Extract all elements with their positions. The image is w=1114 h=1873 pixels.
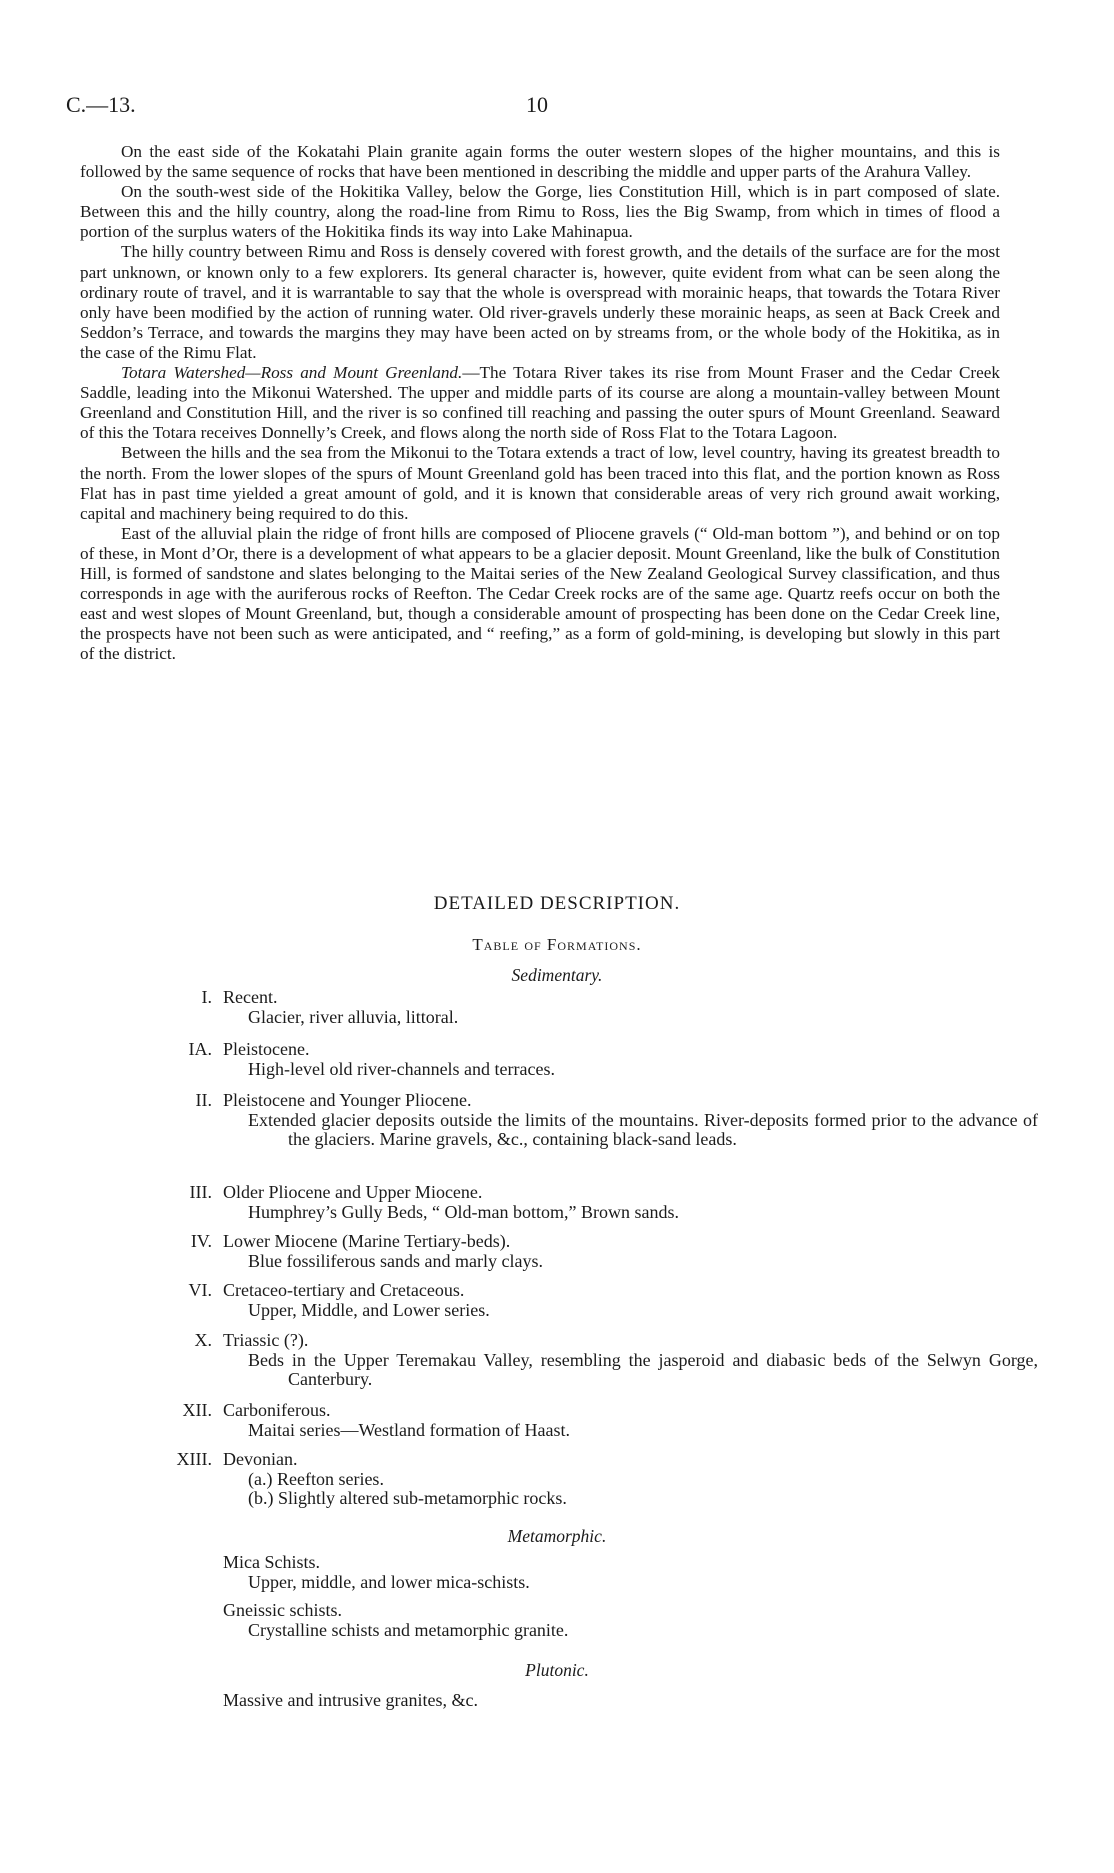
formation-subseries: (a.) Reefton series. [248,1468,384,1489]
paragraph-text: —The Totara River takes its rise from Mount Fraser and the Cedar Creek Saddle, leading into the Mikonui Watershed. The upper and middle parts of its course are along a mountain-valley between Mount Greenland and Constitution Hill, and the river is so confined till reaching and passing the outer spurs of Mount Greenland. Seaward of this the Totara receives Donnelly’s Creek, and flows along the north side of Ross Flat to the Totara Lagoon. [80,363,1000,443]
formation-name: Carboniferous. [223,1400,331,1420]
formation-description: Blue fossiliferous sands and marly clays. [248,1250,543,1271]
metamorphic-description: Upper, middle, and lower mica-schists. [248,1572,530,1592]
body-text [80,142,1000,664]
formation-description [248,1470,998,1509]
metamorphic-description: Crystalline schists and metamorphic granite. [248,1620,569,1640]
formation-numeral: VI. [188,1280,212,1300]
paragraph: On the south-west side of the Hokitika Valley, below the Gorge, lies Constitution Hill, which is in part composed of slate. Between this and the hilly country, along the road-line from Rimu to Ross, lies the Big Swamp, from which in times of flood a portion of the surplus waters of the Hokitika finds its way into Lake Mahinapua. [80,182,1000,242]
paragraph: The hilly country between Rimu and Ross is densely covered with forest growth, and the details of the surface are for the most part unknown, or known only to a few explorers. Its general character is, however, quite evident from what can be seen along the ordinary route of travel, and it is warrantable to say that the whole is overspread with morainic heaps, that towards the Totara River only have been modified by the action of running water. Old river-gravels underly these morainic heaps, as seen at Back Creek and Seddon’s Terrace, and towards the margins they may have been acted on by streams from, or the whole body of the Hokitika, as in the case of the Rimu Flat. [80,242,1000,362]
formation-name: Pleistocene and Younger Pliocene. [223,1090,472,1110]
formation-description: Extended glacier deposits outside the limits of the mountains. River-deposits formed prior to the advance of the glaciers. Marine gravels, &c., containing black-sand leads. [248,1109,1038,1149]
paragraph: East of the alluvial plain the ridge of front hills are composed of Pliocene gravels (“ Old-man bottom ”), and behind or on top of these, in Mont d’Or, there is a development of what appears to be a glacier deposit. Mount Greenland, like the bulk of Constitution Hill, is formed of sandstone and slates belonging to the Maitai series of the New Zealand Geological Survey classification, and thus corresponds in age with the auriferous rocks of Reefton. The Cedar Creek rocks are of the same age. Quartz reefs occur on both the east and west slopes of Mount Greenland, but, though a considerable amount of prospecting has been done on the Cedar Creek line, the prospects have not been such as were anticipated, and “ reefing,” as a form of gold-mining, is developing but slowly in this part of the district. [80,523,1000,664]
formation-description: Glacier, river alluvia, littoral. [248,1006,459,1027]
page-header [66,92,1016,132]
formation-numeral: II. [195,1090,212,1110]
formation-numeral: IA. [188,1039,212,1059]
paragraph: Between the hills and the sea from the Mikonui to the Totara extends a tract of low, level country, having its greatest breadth to the north. From the lower slopes of the spurs of Mount Greenland gold has been traced into this flat, and the portion known as Ross Flat has in past time yielded a great amount of gold, and it is known that considerable areas of very rich ground await working, capital and machinery being required to do this. [80,443,1000,523]
formation-numeral: X. [194,1330,212,1350]
formation-name: Devonian. [223,1449,298,1469]
formation-name: Triassic (?). [223,1330,309,1350]
sedimentary-heading: Sedimentary. [511,965,603,985]
formation-description: High-level old river-channels and terraces. [248,1058,556,1079]
formation-description: Beds in the Upper Teremakau Valley, resembling the jasperoid and diabasic beds of the Selwyn Gorge, Canterbury. [248,1349,1038,1389]
parliamentary-paper-reference: C.—13. [66,92,136,117]
metamorphic-name: Mica Schists. [223,1552,320,1572]
page-number: 10 [526,92,548,117]
formation-subseries: (b.) Slightly altered sub-metamorphic rocks. [248,1488,567,1508]
formation-description: Upper, Middle, and Lower series. [248,1299,490,1320]
paragraph: On the east side of the Kokatahi Plain granite again forms the outer western slopes of the higher mountains, and this is followed by the same sequence of rocks that have been mentioned in describing the middle and upper parts of the Arahura Valley. [80,142,1000,182]
formation-description: Humphrey’s Gully Beds, “ Old-man bottom,” Brown sands. [248,1201,679,1222]
formation-numeral: XIII. [176,1449,212,1469]
paragraph [80,363,1000,443]
formation-name: Pleistocene. [223,1039,310,1059]
paragraph-italic-heading: Totara Watershed—Ross and Mount Greenland. [121,363,463,383]
metamorphic-name: Gneissic schists. [223,1600,342,1620]
table-title: Table of Formations. [472,935,642,954]
section-title: DETAILED DESCRIPTION. [433,893,681,914]
metamorphic-heading: Metamorphic. [507,1526,607,1546]
plutonic-description: Massive and intrusive granites, &c. [223,1690,478,1710]
formation-numeral: I. [201,987,212,1007]
plutonic-heading: Plutonic. [525,1660,589,1680]
formation-name: Lower Miocene (Marine Tertiary-beds). [223,1231,511,1251]
formation-description: Maitai series—Westland formation of Haast. [248,1419,570,1440]
formation-numeral: XII. [182,1400,212,1420]
formation-numeral: IV. [190,1231,212,1251]
formation-name: Cretaceo-tertiary and Cretaceous. [223,1280,465,1300]
formation-name: Older Pliocene and Upper Miocene. [223,1182,483,1202]
formation-numeral: III. [189,1182,212,1202]
formation-name: Recent. [223,987,278,1007]
